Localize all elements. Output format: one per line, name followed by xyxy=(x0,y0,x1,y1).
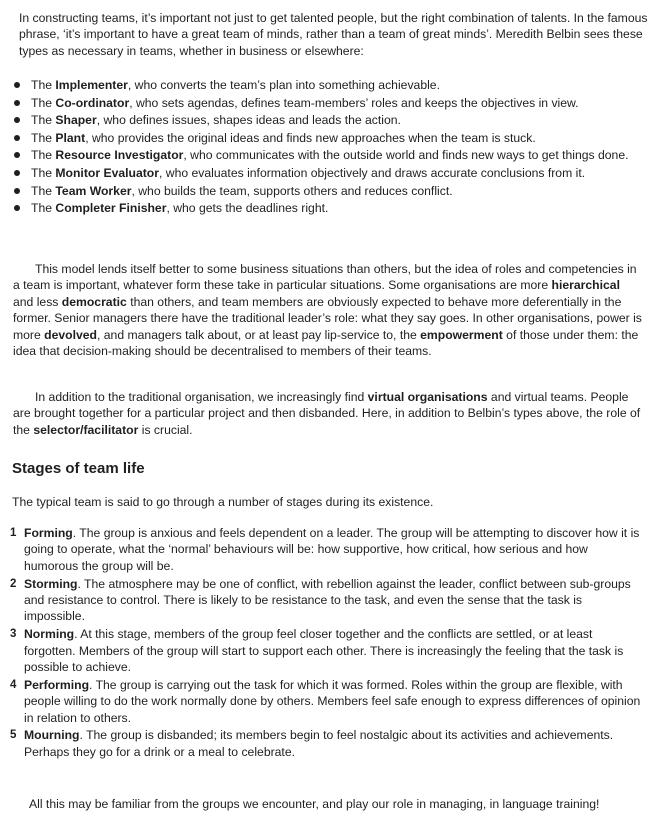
list-item: The Resource Investigator, who communicates with the outside world and finds new ways to get things done. xyxy=(10,147,650,163)
list-item: The Team Worker, who builds the team, supports others and reduces conflict. xyxy=(10,183,650,199)
belbin-roles-list xyxy=(10,77,650,218)
list-item: The Co-ordinator, who sets agendas, defines team-members’ roles and keeps the objectives in view. xyxy=(10,95,650,111)
stage-description: . The group is disbanded; its members begin to feel nostalgic about its activities and achievements. Perhaps they go for a drink or a meal to celebrate. xyxy=(24,728,614,759)
role-description: , who communicates with the outside world and finds new ways to get things done. xyxy=(183,148,629,163)
bullet-icon xyxy=(14,188,20,194)
list-item: The Completer Finisher, who gets the deadlines right. xyxy=(10,200,650,216)
stage-number: 4 xyxy=(10,678,17,691)
role-term: Co-ordinator xyxy=(55,95,130,110)
stage-term: Norming xyxy=(24,627,75,642)
role-term: Implementer xyxy=(55,78,128,92)
bullet-icon xyxy=(14,205,20,211)
stage-term: Performing xyxy=(24,677,90,692)
key-term: virtual organisations xyxy=(367,390,488,404)
stage-term: Mourning xyxy=(24,728,80,743)
stage-description: . The group is anxious and feels dependent on a leader. The group will be attempting to discover how it is going to operate, what the ‘normal’ behaviours will be: how supportive, how critical, how serious and how humorous the group will be. xyxy=(24,526,640,573)
role-term: Resource Investigator xyxy=(55,148,184,163)
list-item: The Plant, who provides the original ideas and finds new approaches when the team is stuck. xyxy=(10,130,650,146)
body-paragraph-virtual: In addition to the traditional organisation, we increasingly find virtual organisations and virtual teams. People are brought together for a particular project and then disbanded. Here, in addition to Belbin’s types above, the role of the selector/facilitator is crucial. xyxy=(13,390,641,437)
team-stages-list xyxy=(10,525,645,762)
stage-term: Storming xyxy=(24,576,78,591)
role-description: , who builds the team, supports others and reduces conflict. xyxy=(131,183,453,198)
list-item xyxy=(10,525,645,574)
role-term: Plant xyxy=(55,130,86,145)
bullet-icon xyxy=(14,117,20,123)
list-item: The Shaper, who defines issues, shapes ideas and leads the action. xyxy=(10,112,650,128)
list-item xyxy=(10,677,645,726)
bullet-icon xyxy=(14,135,20,141)
role-description: , who defines issues, shapes ideas and leads the action. xyxy=(96,113,401,128)
closing-paragraph: All this may be familiar from the groups we encounter, and play our role in managing, in language training! xyxy=(29,797,600,811)
stage-description: . The group is carrying out the task for which it was formed. Roles within the group are flexible, with people willing to do the work normally done by others. Members feel safe enough to express differences of opinion in relation to others. xyxy=(24,677,641,725)
list-item: The Implementer, who converts the team’s plan into something achievable. xyxy=(10,77,650,93)
stage-number: 3 xyxy=(10,628,17,641)
bullet-icon xyxy=(14,100,20,106)
stage-number: 1 xyxy=(10,527,17,539)
role-term: Team Worker xyxy=(55,183,132,198)
bullet-icon xyxy=(14,152,20,158)
role-description: , who evaluates information objectively and draws accurate conclusions from it. xyxy=(159,165,586,180)
role-term: Shaper xyxy=(55,113,97,128)
list-item xyxy=(10,576,645,625)
section-heading: Stages of team life xyxy=(12,460,145,477)
key-term: selector/facilitator xyxy=(33,422,139,437)
key-term: hierarchical xyxy=(551,278,620,293)
section-lead: The typical team is said to go through a number of stages during its existence. xyxy=(12,495,434,509)
key-term: democratic xyxy=(61,294,127,309)
role-term: Monitor Evaluator xyxy=(55,165,159,180)
role-description: , who gets the deadlines right. xyxy=(166,201,329,216)
stage-number: 2 xyxy=(10,577,17,590)
role-description: , who converts the team’s plan into something achievable. xyxy=(127,78,440,92)
stage-number: 5 xyxy=(10,729,17,742)
stage-description: . At this stage, members of the group feel closer together and the conflicts are settled, or at least forgotten. Members of the group will start to support each other. There is increasingly the feeling that the task is possible to achieve. xyxy=(24,627,624,675)
bullet-icon xyxy=(14,82,20,88)
list-item xyxy=(10,727,645,760)
key-term: empowerment xyxy=(420,327,503,342)
key-term: devolved xyxy=(44,327,97,342)
role-description: , who provides the original ideas and finds new approaches when the team is stuck. xyxy=(85,130,536,145)
bullet-icon xyxy=(14,170,20,176)
body-paragraph-model: This model lends itself better to some business situations than others, but the idea of roles and competencies in a team is important, whatever form these take in particular situations. Some organisations are more hierarchical and less democratic than others, and team members are obviously expected to behave more deferentially in the former. Senior managers there have the traditional leader’s role: what they say goes. In other organisations, power is more devolved, and managers talk about, or at least pay lip-service to, the empowerment of those under them: the idea that decision-making should be decentralised to members of their teams. xyxy=(13,262,642,359)
list-item xyxy=(10,626,645,675)
stage-term: Forming xyxy=(24,526,73,540)
role-term: Completer Finisher xyxy=(55,201,167,216)
role-description: , who sets agendas, defines team-members’ roles and keeps the objectives in view. xyxy=(129,95,579,110)
list-item: The Monitor Evaluator, who evaluates information objectively and draws accurate conclusions from it. xyxy=(10,165,650,181)
intro-paragraph: In constructing teams, it’s important not just to get talented people, but the right combination of talents. In the famous phrase, ‘it’s important to have a great team of minds, rather than a team of great minds’. Meredith Belbin sees these types as necessary in teams, whether in business or elsewhere: xyxy=(19,11,648,58)
stage-description: . The atmosphere may be one of conflict, with rebellion against the leader, conflict between sub-groups and resistance to control. There is likely to be resistance to the task, and even the sense that the task is impossible. xyxy=(24,576,631,624)
